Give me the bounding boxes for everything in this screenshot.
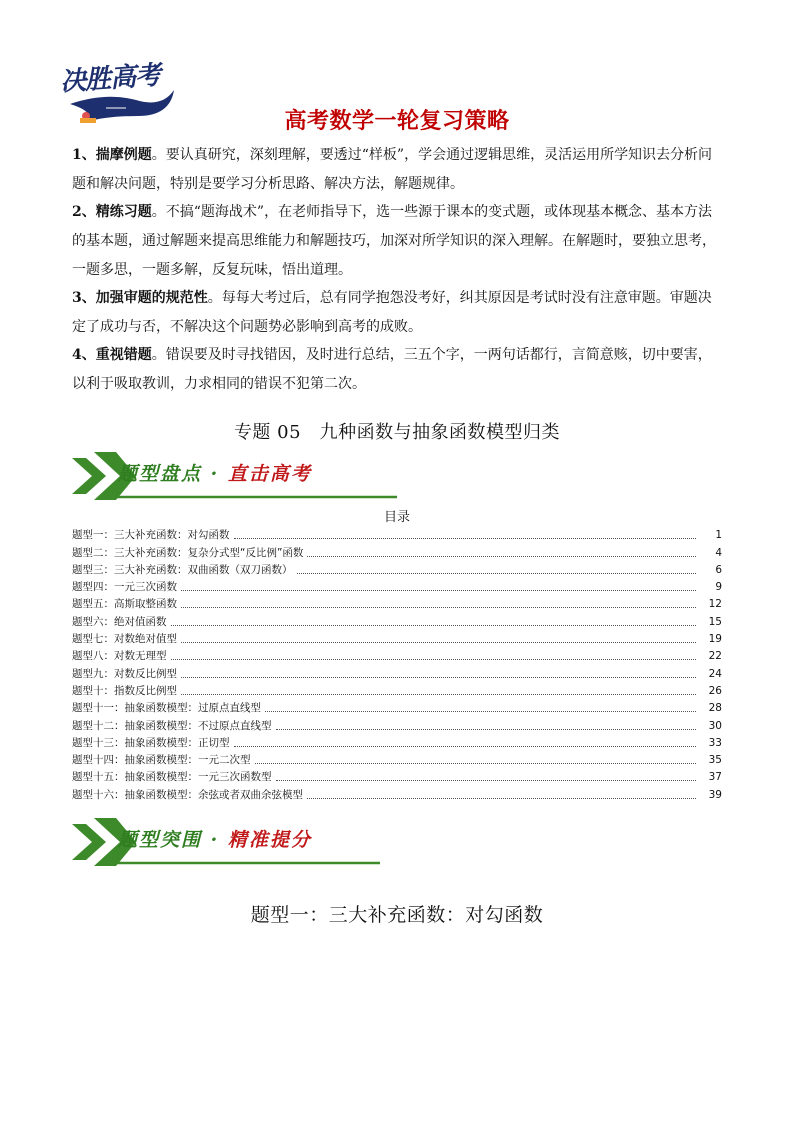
toc-leader [171, 659, 697, 660]
toc-item[interactable] [72, 750, 722, 767]
toc-item[interactable] [72, 784, 722, 801]
toc-item-label: 题型十五：抽象函数模型：一元三次函数型 [72, 771, 272, 784]
toc-item-label: 题型四：一元三次函数 [72, 581, 177, 594]
toc-leader [307, 798, 696, 799]
toc-item-page: 24 [708, 667, 722, 680]
toc-leader [297, 573, 697, 574]
toc-item-page: 37 [708, 771, 722, 784]
toc-item-page: 28 [708, 702, 722, 715]
toc-leader [265, 711, 696, 712]
toc-item[interactable] [72, 525, 722, 542]
toc-item-label: 题型十二：抽象函数模型：不过原点直线型 [72, 719, 272, 732]
logo-text: 决胜高考 [59, 60, 162, 98]
strategy-paragraph [72, 198, 724, 285]
toc-item[interactable] [72, 577, 722, 594]
toc-item-label: 题型二：三大补充函数：复杂分式型“反比例”函数 [72, 546, 304, 559]
section-heading: 题型一：三大补充函数：对勾函数 [250, 904, 544, 926]
toc-item-label: 题型九：对数反比例型 [72, 667, 177, 680]
toc-item[interactable] [72, 594, 722, 611]
toc-item[interactable] [72, 733, 722, 750]
banner-separator: · [210, 463, 220, 485]
topic-title: 专题 05 九种函数与抽象函数模型归类 [233, 422, 561, 443]
toc-item-page: 35 [708, 754, 722, 767]
toc-item-label: 题型十一：抽象函数模型：过原点直线型 [72, 702, 261, 715]
toc-leader [276, 729, 697, 730]
toc-leader [307, 556, 696, 557]
toc-leader [234, 746, 697, 747]
toc-leader [276, 780, 697, 781]
toc-item[interactable] [72, 681, 722, 698]
toc-item-label: 题型五：高斯取整函数 [72, 598, 177, 611]
toc-leader [181, 590, 696, 591]
toc-item-page: 12 [708, 598, 722, 611]
toc-item-page: 1 [715, 529, 722, 542]
main-title: 高考数学一轮复习策略 [284, 109, 510, 134]
banner-overview [72, 452, 402, 500]
strategy-heading: 1、揣摩例题 [72, 147, 152, 163]
toc-leader [181, 642, 696, 643]
banner-part1: 题型突围 [118, 829, 203, 851]
strategy-paragraph [72, 341, 724, 399]
toc-item-label: 题型一：三大补充函数：对勾函数 [72, 529, 230, 542]
toc-item-page: 26 [708, 684, 722, 697]
toc-item-label: 题型十：指数反比例型 [72, 684, 177, 697]
toc-item-label: 题型七：对数绝对值型 [72, 633, 177, 646]
toc-item[interactable] [72, 698, 722, 715]
strategy-paragraph [72, 284, 724, 342]
toc-item-label: 题型十六：抽象函数模型：余弦或者双曲余弦模型 [72, 788, 303, 801]
toc-item[interactable] [72, 629, 722, 646]
strategy-body: 。要认真研究，深刻理解，要透过“样板”，学会通过逻辑思维，灵活运用所学知识去分析问题和解决问题，特别是要学习分析思路、解决方法，解题规律。 [72, 147, 713, 192]
banner-text [118, 825, 312, 852]
toc-item-label: 题型六：绝对值函数 [72, 615, 167, 628]
strategy-body: 。不搞“题海战术”，在老师指导下，选一些源于课本的变式题，或体现基本概念、基本方法的基本题，通过解题来提高思维能力和解题技巧，加深对所学知识的深入理解。在解题时，要独立思考，一题多思，一题多解，反复玩味，悟出道理。 [72, 204, 716, 278]
toc-item-page: 39 [708, 788, 722, 801]
banner-breakthrough [72, 818, 402, 866]
toc-item[interactable] [72, 715, 722, 732]
strategy-heading: 4、重视错题 [72, 347, 152, 363]
toc-item-page: 22 [708, 650, 722, 663]
toc-leader [255, 763, 697, 764]
strategy-heading: 3、加强审题的规范性 [72, 290, 208, 306]
strategy-paragraph [72, 141, 724, 199]
toc-item[interactable] [72, 611, 722, 628]
toc-leader [234, 538, 697, 539]
banner-part2: 直击高考 [227, 463, 312, 485]
strategy-body: 。每每大考过后，总有同学抱怨没考好，纠其原因是考试时没有注意审题。审题决定了成功与否，不解决这个问题势必影响到高考的成败。 [72, 290, 712, 335]
toc-item-label: 题型十四：抽象函数模型：一元二次型 [72, 754, 251, 767]
banner-separator: · [210, 829, 220, 851]
strategy-body: 。错误要及时寻找错因，及时进行总结，三五个字，一两句话都行，言简意赅，切中要害，以利于吸取教训，力求相同的错误不犯第二次。 [72, 347, 712, 392]
toc-item-label: 题型三：三大补充函数：双曲函数（双刀函数） [72, 563, 293, 576]
banner-part1: 题型盘点 [118, 463, 203, 485]
table-of-contents [72, 525, 722, 802]
toc-item-page: 30 [708, 719, 722, 732]
toc-leader [171, 625, 697, 626]
toc-leader [181, 677, 696, 678]
toc-leader [181, 694, 696, 695]
toc-item[interactable] [72, 663, 722, 680]
toc-item-page: 4 [715, 546, 722, 559]
toc-item[interactable] [72, 646, 722, 663]
toc-item[interactable] [72, 542, 722, 559]
toc-item-label: 题型十三：抽象函数模型：正切型 [72, 736, 230, 749]
banner-part2: 精准提分 [227, 829, 312, 851]
toc-item-label: 题型八：对数无理型 [72, 650, 167, 663]
banner-text [118, 459, 312, 486]
toc-item-page: 9 [715, 581, 722, 594]
toc-item-page: 15 [708, 615, 722, 628]
toc-item-page: 6 [715, 563, 722, 576]
toc-item-page: 19 [708, 633, 722, 646]
toc-item[interactable] [72, 767, 722, 784]
toc-leader [181, 607, 696, 608]
strategy-heading: 2、精练习题 [72, 204, 152, 220]
toc-item[interactable] [72, 560, 722, 577]
toc-item-page: 33 [708, 736, 722, 749]
toc-title: 目录 [383, 510, 410, 525]
